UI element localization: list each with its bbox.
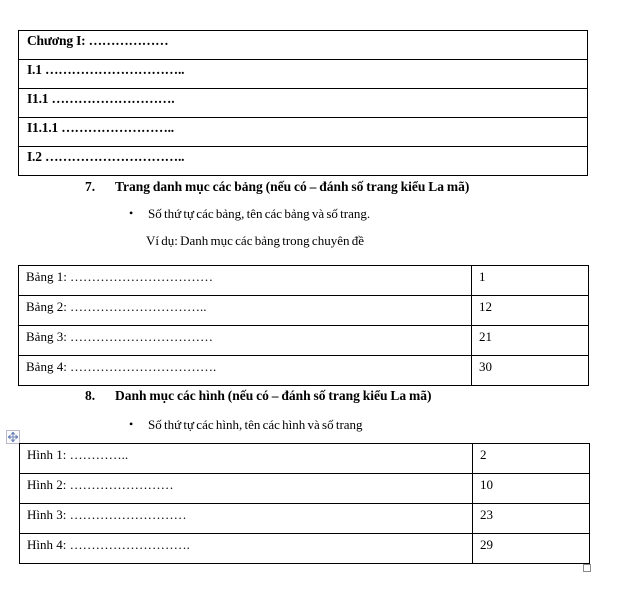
bullet-text: Số thứ tự các hình, tên các hình và số trang	[148, 417, 363, 432]
section-7-heading	[85, 179, 469, 195]
table-row	[19, 89, 588, 118]
bang-page-number: 1	[472, 266, 589, 296]
bang-page-number: 30	[472, 356, 589, 386]
hinh-page-number: 29	[473, 534, 590, 564]
section-8-bullet	[129, 417, 363, 433]
table-row	[19, 118, 588, 147]
bang-label: Bảng 4: …………………………….	[19, 356, 472, 386]
hinh-label: Hình 3: ………………………	[20, 504, 473, 534]
bang-page-number: 12	[472, 296, 589, 326]
bang-page-number: 21	[472, 326, 589, 356]
hinh-page-number: 2	[473, 444, 590, 474]
hinh-list-table	[19, 443, 590, 564]
bang-list-table	[18, 265, 589, 386]
table-row	[19, 31, 588, 60]
table-row	[19, 60, 588, 89]
hinh-page-number: 23	[473, 504, 590, 534]
bang-label: Bảng 3: ……………………………	[19, 326, 472, 356]
table-row	[20, 504, 590, 534]
table-row	[19, 266, 589, 296]
bang-label: Bảng 2: …………………………..	[19, 296, 472, 326]
section-number: 7.	[85, 179, 96, 194]
section-7-bullet	[129, 206, 370, 222]
section-8-heading	[85, 388, 432, 404]
bullet-icon: •	[129, 206, 134, 220]
table-row	[19, 147, 588, 176]
hinh-label: Hình 4: ……………………….	[20, 534, 473, 564]
outline-cell: I1.1 ……………………….	[19, 89, 588, 118]
table-resize-handle[interactable]	[583, 564, 591, 572]
chapter-outline-table	[18, 30, 588, 176]
section-title: Trang danh mục các bảng (nếu có – đánh số trang kiểu La mã)	[115, 179, 470, 194]
outline-cell: I1.1.1 ……………………..	[19, 118, 588, 147]
bullet-icon: •	[129, 417, 134, 431]
hinh-label: Hình 1: …………..	[20, 444, 473, 474]
bullet-text: Số thứ tự các bảng, tên các bảng và số trang.	[148, 206, 371, 221]
outline-cell: I.2 …………………………..	[19, 147, 588, 176]
hinh-label: Hình 2: ……………………	[20, 474, 473, 504]
section-title: Danh mục các hình (nếu có – đánh số trang kiểu La mã)	[115, 388, 432, 403]
table-row	[20, 474, 590, 504]
outline-cell: I.1 …………………………..	[19, 60, 588, 89]
hinh-page-number: 10	[473, 474, 590, 504]
table-row	[19, 356, 589, 386]
table-row	[19, 296, 589, 326]
section-7-example: Ví dụ: Danh mục các bảng trong chuyên đề	[146, 233, 364, 248]
section-number: 8.	[85, 388, 96, 403]
bang-label: Bảng 1: ……………………………	[19, 266, 472, 296]
table-row	[20, 444, 590, 474]
table-row	[19, 326, 589, 356]
table-move-handle-icon[interactable]	[6, 430, 20, 444]
outline-cell: Chương I: ………………	[19, 31, 588, 60]
table-row	[20, 534, 590, 564]
